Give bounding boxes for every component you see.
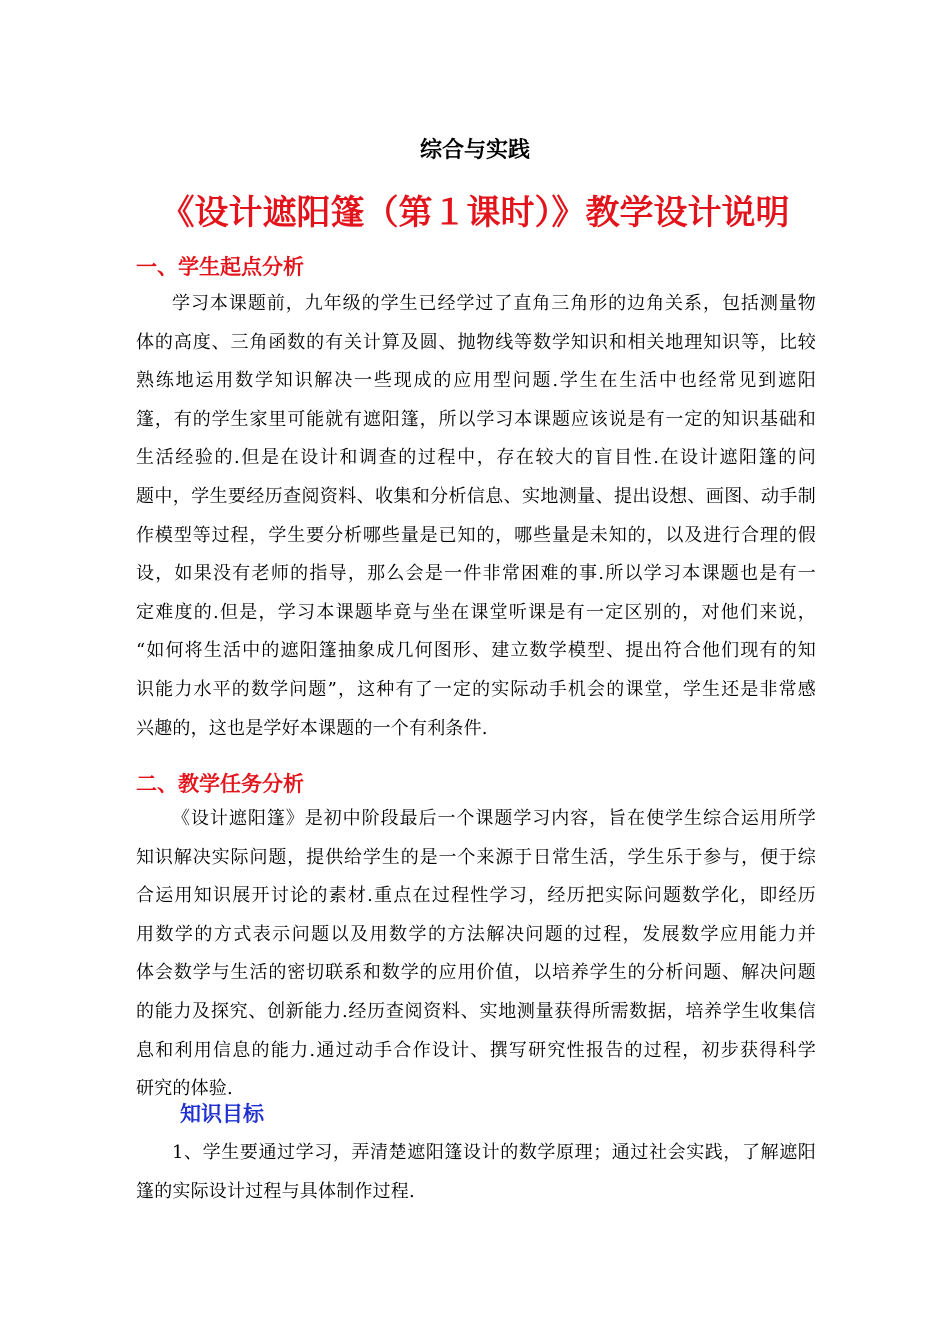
paragraph-line: 《设计遮阳篷》是初中阶段最后一个课题学习内容，旨在使学生综合运用所学 [172,808,816,829]
paragraph-line: 熟练地运用数学知识解决一些现成的应用型问题.学生在生活中也经常见到遮阳 [136,370,816,392]
paragraph-knowledge-goals [136,1134,816,1211]
paragraph-line: 体会数学与生活的密切联系和数学的应用价值，以培养学生的分析问题、解决问题 [136,962,816,984]
paragraph-line: 兴趣的，这也是学好本课题的一个有利条件. [136,717,488,739]
paragraph-line: 用数学的方式表示问题以及用数学的方法解决问题的过程，发展数学应用能力并 [136,923,816,945]
paragraph-line: 1、学生要通过学习，弄清楚遮阳篷设计的数学原理；通过社会实践，了解遮阳 [172,1142,816,1163]
paragraph-line: 的能力及探究、创新能力.经历查阅资料、实地测量获得所需数据，培养学生收集信 [136,1000,816,1022]
paragraph-line: 篷的实际设计过程与具体制作过程. [136,1180,415,1202]
paragraph-task-analysis [136,800,816,1109]
paragraph-line: 作模型等过程，学生要分析哪些量是已知的，哪些量是未知的，以及进行合理的假 [136,524,816,546]
paragraph-line: 设，如果没有老师的指导，那么会是一件非常困难的事.所以学习本课题也是有一 [136,563,816,585]
paragraph-line: 学习本课题前，九年级的学生已经学过了直角三角形的边角关系，包括测量物 [172,293,816,314]
paragraph-line: “如何将生活中的遮阳篷抽象成几何图形、建立数学模型、提出符合他们现有的知 [136,640,816,662]
document-kicker: 综合与实践 [419,137,530,163]
paragraph-line: 定难度的.但是，学习本课题毕竟与坐在课堂听课是有一定区别的，对他们来说， [136,601,816,623]
subheading-knowledge-goals: 知识目标 [180,1101,264,1126]
section-heading-task-analysis: 二、教学任务分析 [136,771,304,796]
paragraph-line: 体的高度、三角函数的有关计算及圆、抛物线等数学知识和相关地理知识等，比较 [136,331,816,353]
document-title: 《设计遮阳篷（第１课时）》教学设计说明 [160,193,790,233]
paragraph-student-analysis [136,285,816,748]
paragraph-line: 研究的体验. [136,1078,233,1100]
paragraph-line: 生活经验的.但是在设计和调查的过程中，存在较大的盲目性.在设计遮阳篷的问 [136,447,816,469]
paragraph-line: 题中，学生要经历查阅资料、收集和分析信息、实地测量、提出设想、画图、动手制 [136,485,816,507]
paragraph-line: 合运用知识展开讨论的素材.重点在过程性学习，经历把实际问题数学化，即经历 [136,885,816,907]
section-heading-student-analysis: 一、学生起点分析 [136,254,304,279]
paragraph-line: 识能力水平的数学问题”，这种有了一定的实际动手机会的课堂，学生还是非常感 [136,678,816,700]
paragraph-line: 知识解决实际问题，提供给学生的是一个来源于日常生活，学生乐于参与，便于综 [136,846,816,868]
paragraph-line: 息和利用信息的能力.通过动手合作设计、撰写研究性报告的过程，初步获得科学 [136,1039,816,1061]
paragraph-line: 篷，有的学生家里可能就有遮阳篷，所以学习本课题应该说是有一定的知识基础和 [136,408,816,430]
